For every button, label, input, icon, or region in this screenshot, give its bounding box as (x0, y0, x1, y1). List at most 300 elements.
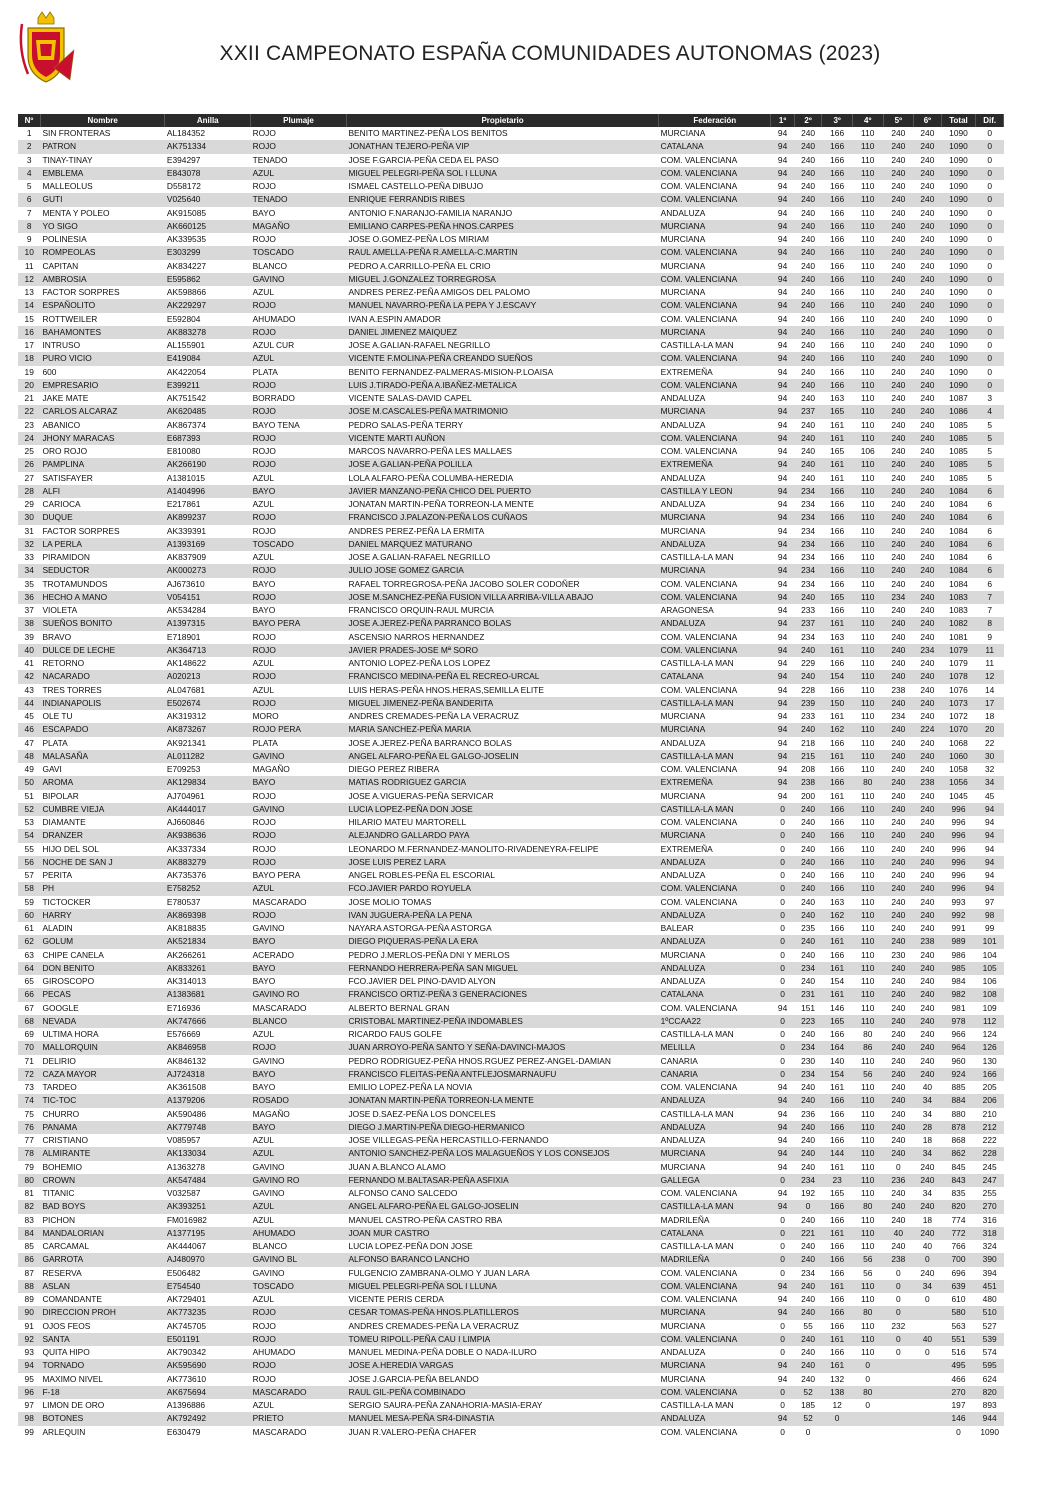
cell-nombre: DIAMANTE (40, 816, 164, 829)
cell-propietario: MATIAS RODRIGUEZ GARCIA (346, 776, 658, 789)
cell-no: 80 (18, 1174, 40, 1187)
cell-nombre: BRAVO (40, 631, 164, 644)
cell-federacion: COM. VALENCIANA (659, 313, 771, 326)
cell-2: 240 (794, 273, 822, 286)
cell-plumaje: ROJO (251, 1306, 347, 1319)
table-row (18, 1240, 1004, 1253)
cell-dif: 112 (976, 1015, 1004, 1028)
cell-federacion: MURCIANA (659, 525, 771, 538)
cell-no: 24 (18, 432, 40, 445)
table-row (18, 843, 1004, 856)
cell-total: 1090 (941, 286, 976, 299)
cell-nombre: EMPRESARIO (40, 379, 164, 392)
cell-no: 52 (18, 803, 40, 816)
cell-nombre: SANTA (40, 1333, 164, 1346)
cell-propietario: PEDRO A.CARRILLO-PEÑA EL CRIO (346, 260, 658, 273)
table-row (18, 869, 1004, 882)
cell-nombre: PANAMA (40, 1121, 164, 1134)
cell-dif: 574 (976, 1346, 1004, 1359)
cell-no: 16 (18, 326, 40, 339)
cell-1: 94 (771, 1108, 794, 1121)
cell-3: 166 (822, 313, 853, 326)
cell-total: 1084 (941, 498, 976, 511)
cell-1: 0 (771, 922, 794, 935)
cell-3: 166 (822, 538, 853, 551)
cell-federacion: COM. VALENCIANA (659, 644, 771, 657)
cell-dif: 6 (976, 538, 1004, 551)
cell-no: 95 (18, 1373, 40, 1386)
cell-4: 110 (852, 1055, 883, 1068)
cell-4: 110 (852, 313, 883, 326)
table-row (18, 564, 1004, 577)
cell-plumaje: ROJO (251, 1320, 347, 1333)
table-body (18, 127, 1004, 1439)
cell-total: 766 (941, 1240, 976, 1253)
table-row (18, 896, 1004, 909)
cell-1: 0 (771, 1041, 794, 1054)
cell-6: 34 (914, 1147, 942, 1160)
table-row (18, 803, 1004, 816)
cell-propietario: IVAN A.ESPIN AMADOR (346, 313, 658, 326)
cell-propietario: DANIEL JIMENEZ MAIQUEZ (346, 326, 658, 339)
cell-2: 240 (794, 1359, 822, 1372)
cell-4: 110 (852, 260, 883, 273)
cell-anilla: AK921341 (165, 737, 251, 750)
cell-plumaje: AHUMADO (251, 313, 347, 326)
cell-3: 166 (822, 180, 853, 193)
table-row (18, 405, 1004, 418)
cell-federacion: ANDALUZA (659, 962, 771, 975)
cell-plumaje: BAYO (251, 578, 347, 591)
cell-2: 218 (794, 737, 822, 750)
cell-3: 166 (822, 511, 853, 524)
cell-dif: 0 (976, 193, 1004, 206)
cell-4: 110 (852, 326, 883, 339)
cell-anilla: E502674 (165, 697, 251, 710)
cell-3: 166 (822, 1267, 853, 1280)
cell-2: 235 (794, 922, 822, 935)
cell-3: 138 (822, 1386, 853, 1399)
table-row (18, 1002, 1004, 1015)
cell-5 (883, 1426, 914, 1439)
cell-4: 110 (852, 1002, 883, 1015)
cell-plumaje: MAGAÑO (251, 1108, 347, 1121)
cell-4: 110 (852, 909, 883, 922)
cell-total: 466 (941, 1373, 976, 1386)
cell-no: 81 (18, 1187, 40, 1200)
cell-anilla: AK444067 (165, 1240, 251, 1253)
cell-dif: 510 (976, 1306, 1004, 1319)
cell-4: 56 (852, 1253, 883, 1266)
cell-plumaje: MASCARADO (251, 1426, 347, 1439)
cell-3: 161 (822, 419, 853, 432)
cell-dif: 255 (976, 1187, 1004, 1200)
cell-3: 166 (822, 949, 853, 962)
cell-3: 164 (822, 1041, 853, 1054)
table-row (18, 1081, 1004, 1094)
cell-no: 2 (18, 140, 40, 153)
cell-4: 110 (852, 246, 883, 259)
cell-federacion: MURCIANA (659, 1373, 771, 1386)
cell-2: 240 (794, 816, 822, 829)
cell-plumaje: ROJO (251, 631, 347, 644)
cell-5: 240 (883, 935, 914, 948)
cell-3: 161 (822, 432, 853, 445)
cell-5: 240 (883, 1068, 914, 1081)
cell-propietario: FRANCISCO ORQUIN-RAUL MURCIA (346, 604, 658, 617)
cell-federacion: COM. VALENCIANA (659, 352, 771, 365)
cell-total: 1058 (941, 763, 976, 776)
cell-plumaje: ROJO (251, 458, 347, 471)
cell-3: 166 (822, 856, 853, 869)
cell-6: 240 (914, 843, 942, 856)
cell-anilla: E394297 (165, 154, 251, 167)
cell-2: 240 (794, 472, 822, 485)
cell-federacion: ARAGONESA (659, 604, 771, 617)
cell-2: 240 (794, 644, 822, 657)
cell-nombre: GARROTA (40, 1253, 164, 1266)
cell-dif: 104 (976, 949, 1004, 962)
cell-plumaje: BAYO (251, 485, 347, 498)
table-row (18, 538, 1004, 551)
cell-total: 966 (941, 1028, 976, 1041)
cell-3: 161 (822, 644, 853, 657)
cell-federacion: ANDALUZA (659, 1412, 771, 1425)
cell-anilla: AK444017 (165, 803, 251, 816)
cell-nombre: ESCAPADO (40, 723, 164, 736)
cell-total: 610 (941, 1293, 976, 1306)
cell-no: 38 (18, 617, 40, 630)
cell-federacion: COM. VALENCIANA (659, 882, 771, 895)
cell-2: 240 (794, 1147, 822, 1160)
table-row (18, 352, 1004, 365)
cell-no: 49 (18, 763, 40, 776)
cell-5: 240 (883, 988, 914, 1001)
cell-3: 166 (822, 564, 853, 577)
cell-1: 0 (771, 1227, 794, 1240)
cell-dif: 5 (976, 458, 1004, 471)
cell-dif: 34 (976, 776, 1004, 789)
cell-5: 240 (883, 803, 914, 816)
cell-6: 240 (914, 856, 942, 869)
cell-no: 14 (18, 299, 40, 312)
cell-5: 240 (883, 379, 914, 392)
cell-1: 0 (771, 882, 794, 895)
cell-propietario: JOSE O.GOMEZ-PEÑA LOS MIRIAM (346, 233, 658, 246)
table-row (18, 326, 1004, 339)
cell-federacion: MURCIANA (659, 233, 771, 246)
cell-6: 240 (914, 922, 942, 935)
cell-6: 240 (914, 684, 942, 697)
cell-total: 1090 (941, 233, 976, 246)
cell-no: 43 (18, 684, 40, 697)
cell-2: 240 (794, 1094, 822, 1107)
cell-total: 1084 (941, 564, 976, 577)
cell-total: 1090 (941, 313, 976, 326)
cell-dif: 124 (976, 1028, 1004, 1041)
cell-anilla: E419084 (165, 352, 251, 365)
cell-6: 240 (914, 445, 942, 458)
cell-total: 1090 (941, 154, 976, 167)
cell-1: 94 (771, 710, 794, 723)
cell-no: 35 (18, 578, 40, 591)
cell-no: 10 (18, 246, 40, 259)
cell-5 (883, 1359, 914, 1372)
cell-propietario: EMILIO LOPEZ-PEÑA LA NOVIA (346, 1081, 658, 1094)
cell-2: 240 (794, 445, 822, 458)
table-row (18, 1333, 1004, 1346)
cell-5: 240 (883, 1108, 914, 1121)
cell-dif: 7 (976, 604, 1004, 617)
cell-6: 240 (914, 432, 942, 445)
cell-3: 166 (822, 127, 853, 140)
cell-nombre: JHONY MARACAS (40, 432, 164, 445)
cell-dif: 94 (976, 856, 1004, 869)
cell-6: 240 (914, 1068, 942, 1081)
cell-2: 240 (794, 949, 822, 962)
cell-1: 0 (771, 869, 794, 882)
cell-3: 161 (822, 962, 853, 975)
cell-4: 110 (852, 180, 883, 193)
cell-propietario: JOSE F.GARCIA-PEÑA CEDA EL PASO (346, 154, 658, 167)
cell-no: 84 (18, 1227, 40, 1240)
cell-propietario: ALEJANDRO GALLARDO PAYA (346, 829, 658, 842)
cell-3: 161 (822, 472, 853, 485)
cell-federacion: COM. VALENCIANA (659, 1426, 771, 1439)
table-row (18, 816, 1004, 829)
cell-3: 166 (822, 816, 853, 829)
table-header-row (18, 114, 1004, 127)
table-row (18, 829, 1004, 842)
cell-anilla: E576669 (165, 1028, 251, 1041)
cell-1: 94 (771, 366, 794, 379)
cell-3: 166 (822, 326, 853, 339)
cell-nombre: INTRUSO (40, 339, 164, 352)
cell-4: 110 (852, 339, 883, 352)
cell-plumaje: ROJO (251, 1373, 347, 1386)
cell-anilla: A1404996 (165, 485, 251, 498)
cell-2: 200 (794, 790, 822, 803)
cell-no: 4 (18, 167, 40, 180)
cell-4: 110 (852, 485, 883, 498)
cell-dif: 527 (976, 1320, 1004, 1333)
cell-nombre: F-18 (40, 1386, 164, 1399)
cell-federacion: COM. VALENCIANA (659, 1293, 771, 1306)
cell-3: 166 (822, 1028, 853, 1041)
cell-federacion: COM. VALENCIANA (659, 631, 771, 644)
cell-1: 94 (771, 299, 794, 312)
cell-total: 1085 (941, 472, 976, 485)
cell-2: 234 (794, 1174, 822, 1187)
cell-1: 94 (771, 313, 794, 326)
cell-federacion: CASTILLA-LA MAN (659, 1399, 771, 1412)
cell-propietario: FERNANDO HERRERA-PEÑA SAN MIGUEL (346, 962, 658, 975)
cell-dif: 20 (976, 723, 1004, 736)
cell-6: 240 (914, 829, 942, 842)
cell-plumaje: ROJO (251, 564, 347, 577)
cell-6: 240 (914, 670, 942, 683)
cell-plumaje: ROJO (251, 909, 347, 922)
cell-anilla: AK883278 (165, 326, 251, 339)
cell-dif: 270 (976, 1200, 1004, 1213)
cell-nombre: TRES TORRES (40, 684, 164, 697)
cell-propietario: JOSE M.CASCALES-PEÑA MATRIMONIO (346, 405, 658, 418)
cell-6: 240 (914, 140, 942, 153)
cell-2: 240 (794, 670, 822, 683)
table-row (18, 922, 1004, 935)
cell-plumaje: AZUL (251, 498, 347, 511)
header-nombre: Nombre (40, 114, 164, 127)
cell-nombre: TORNADO (40, 1359, 164, 1372)
cell-dif: 944 (976, 1412, 1004, 1425)
cell-6: 240 (914, 617, 942, 630)
cell-nombre: MAXIMO NIVEL (40, 1373, 164, 1386)
cell-total: 495 (941, 1359, 976, 1372)
cell-dif: 206 (976, 1094, 1004, 1107)
cell-5: 240 (883, 207, 914, 220)
cell-anilla: A1379206 (165, 1094, 251, 1107)
header-anilla: Anilla (165, 114, 251, 127)
cell-plumaje: AZUL (251, 1134, 347, 1147)
cell-anilla: AK314013 (165, 975, 251, 988)
cell-2: 185 (794, 1399, 822, 1412)
cell-dif: 130 (976, 1055, 1004, 1068)
cell-dif: 6 (976, 511, 1004, 524)
table-row (18, 697, 1004, 710)
cell-1: 94 (771, 644, 794, 657)
cell-federacion: COM. VALENCIANA (659, 379, 771, 392)
results-table (18, 114, 1004, 1439)
cell-federacion: ANDALUZA (659, 498, 771, 511)
cell-6: 240 (914, 273, 942, 286)
cell-5: 0 (883, 1161, 914, 1174)
cell-3: 154 (822, 1068, 853, 1081)
cell-4: 110 (852, 591, 883, 604)
cell-6: 240 (914, 419, 942, 432)
cell-6: 240 (914, 299, 942, 312)
cell-propietario: ANDRES CREMADES-PEÑA LA VERACRUZ (346, 1320, 658, 1333)
cell-5: 240 (883, 697, 914, 710)
cell-3: 166 (822, 154, 853, 167)
cell-nombre: ULTIMA HORA (40, 1028, 164, 1041)
cell-dif: 0 (976, 246, 1004, 259)
cell-4: 110 (852, 538, 883, 551)
cell-1: 0 (771, 1426, 794, 1439)
cell-2: 240 (794, 1373, 822, 1386)
cell-4: 80 (852, 1306, 883, 1319)
cell-5 (883, 1412, 914, 1425)
cell-5: 0 (883, 1346, 914, 1359)
cell-propietario: JUAN ARROYO-PEÑA SANTO Y SEÑA-DAVINCI-MAJOS (346, 1041, 658, 1054)
cell-3: 166 (822, 604, 853, 617)
cell-6: 238 (914, 776, 942, 789)
cell-propietario: VICENTE SALAS-DAVID CAPEL (346, 392, 658, 405)
cell-3: 154 (822, 975, 853, 988)
cell-3: 166 (822, 140, 853, 153)
cell-no: 57 (18, 869, 40, 882)
cell-3: 166 (822, 352, 853, 365)
cell-no: 72 (18, 1068, 40, 1081)
cell-no: 76 (18, 1121, 40, 1134)
table-row (18, 1134, 1004, 1147)
cell-nombre: HECHO A MANO (40, 591, 164, 604)
cell-dif: 45 (976, 790, 1004, 803)
cell-3: 165 (822, 445, 853, 458)
cell-nombre: YO SIGO (40, 220, 164, 233)
cell-total: 996 (941, 882, 976, 895)
cell-6: 240 (914, 167, 942, 180)
cell-no: 48 (18, 750, 40, 763)
cell-nombre: DUQUE (40, 511, 164, 524)
cell-propietario: MANUEL CASTRO-PEÑA CASTRO RBA (346, 1214, 658, 1227)
cell-propietario: BENITO FERNANDEZ-PALMERAS-MISION-P.LOAISA (346, 366, 658, 379)
cell-1: 94 (771, 1094, 794, 1107)
cell-3: 165 (822, 405, 853, 418)
cell-2: 240 (794, 313, 822, 326)
cell-6: 240 (914, 472, 942, 485)
cell-1: 0 (771, 829, 794, 842)
cell-propietario: ANGEL ROBLES-PEÑA EL ESCORIAL (346, 869, 658, 882)
cell-nombre: CARIOCA (40, 498, 164, 511)
cell-5: 236 (883, 1174, 914, 1187)
cell-3: 166 (822, 286, 853, 299)
cell-total: 1084 (941, 551, 976, 564)
cell-3: 166 (822, 1094, 853, 1107)
cell-1: 94 (771, 220, 794, 233)
cell-total: 1090 (941, 140, 976, 153)
cell-no: 70 (18, 1041, 40, 1054)
cell-1: 94 (771, 233, 794, 246)
header-federacion: Federación (659, 114, 771, 127)
cell-5: 240 (883, 1015, 914, 1028)
cell-2: 208 (794, 763, 822, 776)
cell-5: 240 (883, 723, 914, 736)
header-1: 1º (771, 114, 794, 127)
cell-2: 240 (794, 140, 822, 153)
cell-2: 240 (794, 193, 822, 206)
cell-4: 0 (852, 1373, 883, 1386)
cell-plumaje: GAVINO RO (251, 988, 347, 1001)
cell-federacion: ANDALUZA (659, 909, 771, 922)
table-row (18, 525, 1004, 538)
cell-4: 110 (852, 167, 883, 180)
cell-anilla: AK834227 (165, 260, 251, 273)
cell-5: 232 (883, 1320, 914, 1333)
cell-dif: 94 (976, 869, 1004, 882)
cell-no: 83 (18, 1214, 40, 1227)
cell-federacion: COM. VALENCIANA (659, 167, 771, 180)
cell-5: 240 (883, 458, 914, 471)
cell-total: 1084 (941, 578, 976, 591)
cell-2: 234 (794, 485, 822, 498)
cell-dif: 5 (976, 419, 1004, 432)
cell-5: 240 (883, 750, 914, 763)
cell-4: 110 (852, 1147, 883, 1160)
cell-2: 240 (794, 909, 822, 922)
cell-1: 94 (771, 392, 794, 405)
cell-5 (883, 1373, 914, 1386)
cell-2: 233 (794, 710, 822, 723)
cell-anilla: AK773610 (165, 1373, 251, 1386)
cell-1: 0 (771, 1028, 794, 1041)
cell-federacion: MURCIANA (659, 405, 771, 418)
cell-anilla: AK735376 (165, 869, 251, 882)
cell-dif: 205 (976, 1081, 1004, 1094)
cell-plumaje: BLANCO (251, 1015, 347, 1028)
cell-4: 110 (852, 896, 883, 909)
cell-nombre: RESERVA (40, 1267, 164, 1280)
cell-4: 110 (852, 154, 883, 167)
